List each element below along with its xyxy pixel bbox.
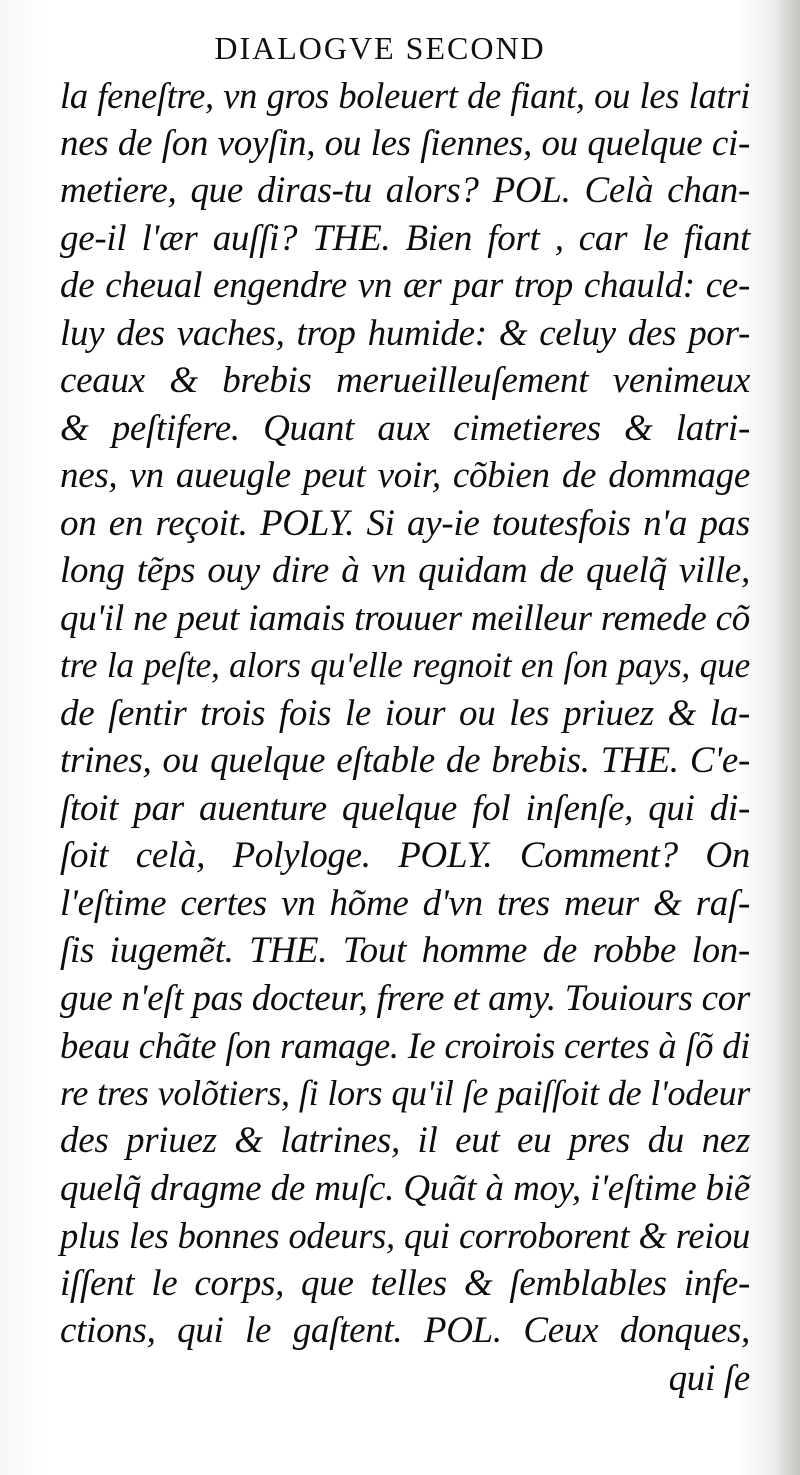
text-line: plus les bonnes odeurs, qui corroborent & reiou	[60, 1215, 750, 1256]
text-line: ceaux & brebis merueilleuſement venimeux	[60, 360, 750, 401]
text-line: qu'il ne peut iamais trouuer meilleur remede cõ	[60, 597, 750, 639]
text-line: trines, ou quelque eſtable de brebis. THE. C'e-	[60, 740, 750, 781]
text-line: luy des vaches, trop humide: & celuy des por-	[60, 312, 750, 354]
text-line: des priuez & latrines, il eut eu pres du nez	[60, 1120, 750, 1161]
text-line: iſſent le corps, que telles & ſemblables infe-	[60, 1262, 750, 1304]
text-line: long tẽps ouy dire à vn quidam de quelq̃ ville,	[60, 550, 750, 591]
text-line: metiere, que diras-tu alors? POL. Celà chan-	[60, 170, 750, 211]
text-line: beau chãte ſon ramage. Ie croirois certes à ſõ di	[60, 1025, 750, 1066]
text-line: ge-il l'ær auſſi? THE. Bien fort , car le fiant	[60, 217, 750, 259]
text-line: & peſtifere. Quant aux cimetieres & latri-	[60, 407, 750, 449]
text-line: l'eſtime certes vn hõme d'vn tres meur & raſ-	[60, 882, 750, 924]
text-line: de ſentir trois fois le iour ou les priuez & la-	[60, 692, 750, 734]
page-edge-shadow	[772, 0, 800, 1475]
text-line: de cheual engendre vn ær par trop chauld: ce-	[60, 265, 750, 306]
running-title: DIALOGVE SECOND	[214, 30, 546, 66]
text-line: quelq̃ dragme de muſc. Quãt à moy, i'eſtime biẽ	[60, 1167, 750, 1209]
text-line: on en reçoit. POLY. Si ay-ie toutesfois n'a pas	[60, 502, 750, 544]
text-line: la feneſtre, vn gros boleuert de fiant, ou les latri	[60, 75, 750, 116]
text-line: ſtoit par auenture quelque fol inſenſe, qui di-	[60, 787, 750, 829]
catchword: qui ſe	[668, 1357, 750, 1399]
text-line: nes, vn aueugle peut voir, cõbien de dommage	[60, 455, 750, 496]
text-line: gue n'eſt pas docteur, frere et amy. Touiours cor	[60, 977, 750, 1019]
text-line: ſoit celà, Polyloge. POLY. Comment? On	[60, 835, 750, 876]
text-line: re tres volõtiers, ſi lors qu'il ſe paiſſoit de l'odeur	[60, 1072, 750, 1113]
text-line: ſis iugemẽt. THE. Tout homme de robbe lon-	[60, 930, 750, 971]
text-line: nes de ſon voyſin, ou les ſiennes, ou quelque ci-	[60, 122, 750, 164]
body-text	[60, 72, 750, 1402]
text-line: ctions, qui le gaſtent. POL. Ceux donques,	[60, 1310, 750, 1351]
text-line: tre la peſte, alors qu'elle regnoit en ſon pays, que	[60, 645, 750, 685]
